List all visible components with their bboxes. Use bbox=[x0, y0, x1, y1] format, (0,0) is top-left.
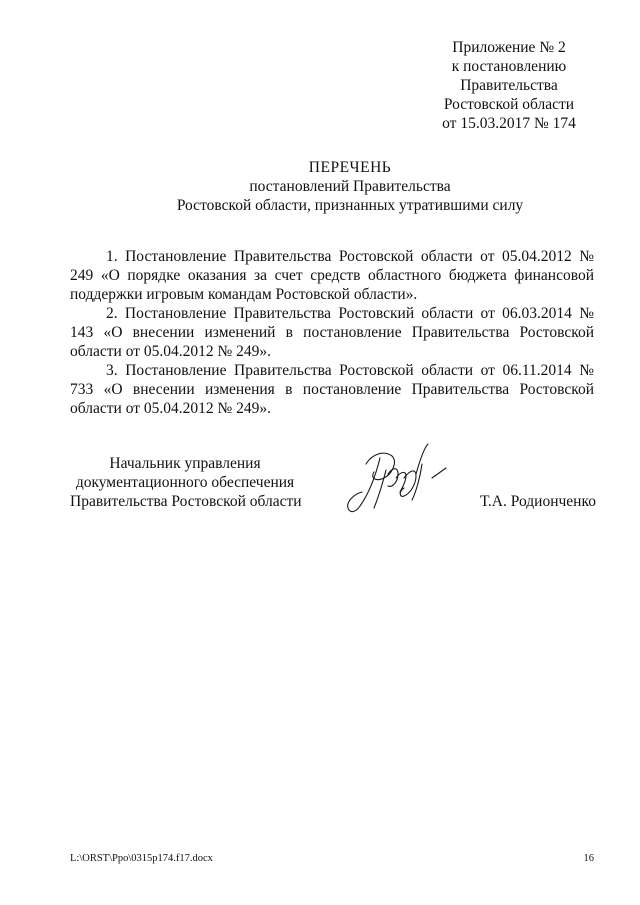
appendix-line: Ростовской области bbox=[443, 96, 575, 113]
appendix-block bbox=[420, 38, 598, 133]
document-subtitle-line: Ростовской области, признанных утратившими силу bbox=[176, 197, 524, 214]
signer-name: Т.А. Родионченко bbox=[480, 493, 596, 510]
repealed-list bbox=[70, 247, 594, 418]
appendix-line: к постановлению bbox=[451, 58, 567, 75]
signer-position-line: документационного обеспечения bbox=[75, 474, 295, 491]
appendix-line: Приложение № 2 bbox=[452, 39, 566, 56]
document-heading bbox=[70, 158, 630, 215]
document-subtitle-line: постановлений Правительства bbox=[249, 178, 451, 195]
list-item: 1. Постановление Правительства Ростовской области от 05.04.2012 № 249 «О порядке оказания за счет средств областного бюджета финансовой поддержки игровым командам Ростовской области». bbox=[70, 248, 594, 303]
list-item: 2. Постановление Правительства Ростовский области от 06.03.2014 № 143 «О внесении изменений в постановление Правительства Ростовской области от 05.04.2012 № 249». bbox=[70, 305, 594, 360]
signer-position bbox=[70, 454, 300, 511]
footer-page-number: 16 bbox=[583, 853, 594, 864]
appendix-line: Правительства bbox=[460, 77, 558, 94]
signer-position-line: Начальник управления bbox=[109, 455, 261, 472]
signer-position-line: Правительства Ростовской области bbox=[70, 493, 302, 510]
list-item: 3. Постановление Правительства Ростовской области от 06.11.2014 № 733 «О внесении изменения в постановление Правительства Ростовской области от 05.04.2012 № 249». bbox=[70, 362, 594, 417]
document-title: ПЕРЕЧЕНЬ bbox=[308, 159, 392, 176]
appendix-line: от 15.03.2017 № 174 bbox=[442, 115, 576, 132]
handwritten-signature bbox=[336, 434, 456, 524]
footer-file-path: L:\ORST\Ppo\0315p174.f17.docx bbox=[70, 853, 213, 864]
